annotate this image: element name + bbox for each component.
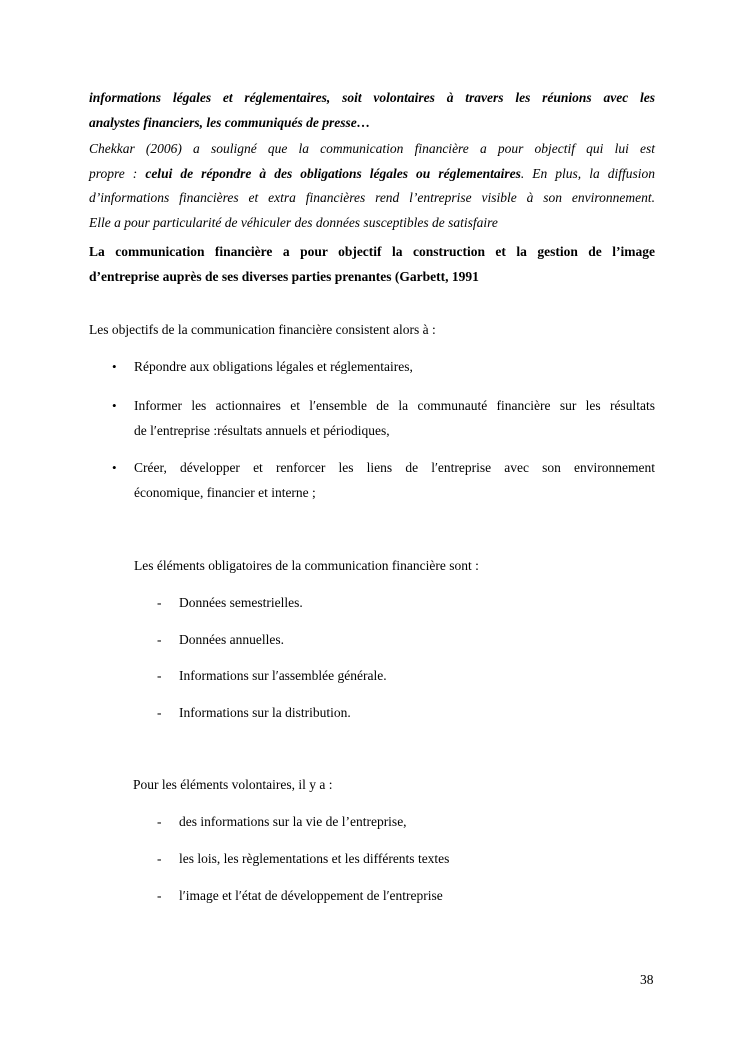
chekkar-line-2-prefix: propre : <box>89 165 146 181</box>
dash-marker: - <box>157 705 162 720</box>
chekkar-paragraph <box>89 137 655 235</box>
intro-paragraph <box>89 86 655 135</box>
intro-line-1: informations légales et réglementaires, soit volontaires à travers les réunions avec les <box>89 90 655 105</box>
dash-marker: - <box>157 888 162 903</box>
mandatory-item-text: Informations sur l′assemblée générale. <box>179 668 387 683</box>
objective-item-2-line-2: de l′entreprise :résultats annuels et périodiques, <box>134 422 390 438</box>
dash-marker: - <box>157 595 162 610</box>
chekkar-line-3: d’informations financières et extra financières rend l’entreprise visible à son environnement. <box>89 190 655 205</box>
intro-line-2: analystes financiers, les communiqués de presse… <box>89 114 371 130</box>
page-number: 38 <box>640 972 654 987</box>
chekkar-line-2-suffix: . En plus, la diffusion <box>520 165 656 181</box>
chekkar-line-2 <box>89 162 655 187</box>
bullet-icon: • <box>112 460 117 475</box>
garbett-paragraph <box>89 240 655 289</box>
bullet-icon: • <box>112 398 117 413</box>
bullet-icon: • <box>112 359 117 374</box>
dash-marker: - <box>157 814 162 829</box>
dash-marker: - <box>157 851 162 866</box>
garbett-line-1: La communication financière a pour objectif la construction et la gestion de l’image <box>89 244 655 259</box>
objective-item-1-text: Répondre aux obligations légales et réglementaires, <box>134 359 413 374</box>
objective-item-2-line-1: Informer les actionnaires et l′ensemble de la communauté financière sur les résultats <box>134 398 655 413</box>
dash-marker: - <box>157 632 162 647</box>
mandatory-heading: Les éléments obligatoires de la communication financière sont : <box>134 558 479 573</box>
mandatory-item-text: Données semestrielles. <box>179 595 303 610</box>
chekkar-line-2-bold: celui de répondre à des obligations légales ou réglementaires <box>145 165 521 181</box>
objectives-heading: Les objectifs de la communication financière consistent alors à : <box>89 322 436 337</box>
mandatory-item-text: Informations sur la distribution. <box>179 705 351 720</box>
objective-item-2-text <box>134 394 655 443</box>
voluntary-item-text: l′image et l′état de développement de l′entreprise <box>179 888 443 903</box>
objective-item-1 <box>89 355 655 379</box>
chekkar-line-4: Elle a pour particularité de véhiculer des données susceptibles de satisfaire <box>89 214 498 230</box>
voluntary-heading: Pour les éléments volontaires, il y a : <box>133 777 333 792</box>
objective-item-2 <box>89 394 655 444</box>
dash-marker: - <box>157 668 162 683</box>
chekkar-line-1: Chekkar (2006) a souligné que la communication financière a pour objectif qui lui est <box>89 141 655 156</box>
mandatory-item-text: Données annuelles. <box>179 632 284 647</box>
objective-item-3-line-1: Créer, développer et renforcer les liens de l′entreprise avec son environnement <box>134 460 655 475</box>
voluntary-item-text: des informations sur la vie de l’entreprise, <box>179 814 407 829</box>
garbett-line-2: d’entreprise auprès de ses diverses parties prenantes (Garbett, 1991 <box>89 268 479 284</box>
objective-item-3-text <box>134 456 655 505</box>
objective-item-3-line-2: économique, financier et interne ; <box>134 484 316 500</box>
objective-item-3 <box>89 456 655 506</box>
voluntary-item-text: les lois, les règlementations et les différents textes <box>179 851 450 866</box>
